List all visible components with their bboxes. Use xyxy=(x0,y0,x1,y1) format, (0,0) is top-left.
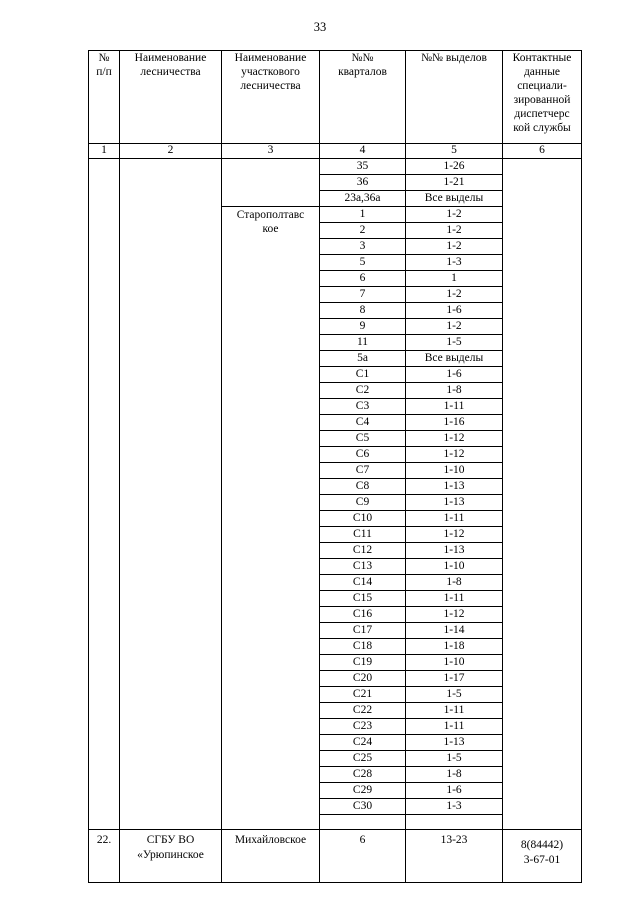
vydel-cell: 1-13 xyxy=(406,479,503,495)
kvartal-cell: 11 xyxy=(320,335,406,351)
header-uchastok: Наименование участкового лесничества xyxy=(222,51,320,144)
kvartal-cell: С16 xyxy=(320,607,406,623)
vydel-cell: 1-8 xyxy=(406,767,503,783)
contact-cell: 8(84442) 3-67-01 xyxy=(503,830,582,883)
kvartal-cell: С8 xyxy=(320,479,406,495)
kvartal-cell: С17 xyxy=(320,623,406,639)
kvartal-cell: С13 xyxy=(320,559,406,575)
header-vydel: №№ выделов xyxy=(406,51,503,144)
contact-cell-empty xyxy=(503,159,582,830)
vydel-cell: Все выделы xyxy=(406,351,503,367)
vydel-cell: Все выделы xyxy=(406,191,503,207)
vydel-cell: 1-14 xyxy=(406,623,503,639)
header-kvartal: №№ кварталов xyxy=(320,51,406,144)
kvartal-cell: С23 xyxy=(320,719,406,735)
kvartal-cell: С7 xyxy=(320,463,406,479)
kvartal-cell: С28 xyxy=(320,767,406,783)
vydel-cell: 1-21 xyxy=(406,175,503,191)
vydel-cell: 1-10 xyxy=(406,463,503,479)
empty-cell xyxy=(406,815,503,830)
kvartal-cell: 9 xyxy=(320,319,406,335)
kvartal-cell: 6 xyxy=(320,830,406,883)
kvartal-cell: С1 xyxy=(320,367,406,383)
kvartal-cell: С9 xyxy=(320,495,406,511)
column-number: 5 xyxy=(406,144,503,159)
forest-quarters-table xyxy=(88,50,582,883)
kvartal-cell: С15 xyxy=(320,591,406,607)
kvartal-cell: С2 xyxy=(320,383,406,399)
table-row xyxy=(89,159,582,175)
leschestvo-cell-empty xyxy=(120,159,222,830)
kvartal-cell: С19 xyxy=(320,655,406,671)
kvartal-cell: С10 xyxy=(320,511,406,527)
vydel-cell: 1-12 xyxy=(406,447,503,463)
uchastok-cell-empty xyxy=(222,159,320,207)
vydel-cell: 1-12 xyxy=(406,431,503,447)
vydel-cell: 1-5 xyxy=(406,335,503,351)
kvartal-cell: 36 xyxy=(320,175,406,191)
uchastok-cell-starpoltavskoe: Старополтавс кое xyxy=(222,207,320,830)
vydel-cell: 1-12 xyxy=(406,527,503,543)
kvartal-cell: С25 xyxy=(320,751,406,767)
vydel-cell: 1-2 xyxy=(406,207,503,223)
vydel-cell: 1-6 xyxy=(406,303,503,319)
kvartal-cell: С20 xyxy=(320,671,406,687)
kvartal-cell: С22 xyxy=(320,703,406,719)
header-row xyxy=(89,51,582,144)
column-number-row xyxy=(89,144,582,159)
vydel-cell: 1-8 xyxy=(406,383,503,399)
number-cell: 22. xyxy=(89,830,120,883)
column-number: 3 xyxy=(222,144,320,159)
vydel-cell: 1-26 xyxy=(406,159,503,175)
vydel-cell: 1-17 xyxy=(406,671,503,687)
table-row-entry-22 xyxy=(89,830,582,883)
empty-cell xyxy=(320,815,406,830)
vydel-cell: 1-13 xyxy=(406,735,503,751)
kvartal-cell: 2 xyxy=(320,223,406,239)
vydel-cell: 1-6 xyxy=(406,783,503,799)
kvartal-cell: С11 xyxy=(320,527,406,543)
kvartal-cell: 5а xyxy=(320,351,406,367)
vydel-cell: 1-10 xyxy=(406,559,503,575)
vydel-cell: 1-3 xyxy=(406,255,503,271)
vydel-cell: 1-2 xyxy=(406,223,503,239)
kvartal-cell: С6 xyxy=(320,447,406,463)
vydel-cell: 1-5 xyxy=(406,687,503,703)
vydel-cell: 1-10 xyxy=(406,655,503,671)
vydel-cell: 1-5 xyxy=(406,751,503,767)
vydel-cell: 1-11 xyxy=(406,719,503,735)
column-number: 1 xyxy=(89,144,120,159)
vydel-cell: 1-11 xyxy=(406,399,503,415)
vydel-cell: 1-11 xyxy=(406,591,503,607)
kvartal-cell: С30 xyxy=(320,799,406,815)
kvartal-cell: С12 xyxy=(320,543,406,559)
page-number: 33 xyxy=(313,20,327,34)
column-number: 6 xyxy=(503,144,582,159)
kvartal-cell: 7 xyxy=(320,287,406,303)
vydel-cell: 1 xyxy=(406,271,503,287)
vydel-cell: 1-2 xyxy=(406,319,503,335)
vydel-cell: 1-12 xyxy=(406,607,503,623)
vydel-cell: 1-13 xyxy=(406,495,503,511)
vydel-cell: 1-18 xyxy=(406,639,503,655)
number-cell-empty xyxy=(89,159,120,830)
vydel-cell: 1-11 xyxy=(406,511,503,527)
header-contact: Контактные данные специали- зированной диспетчерс кой службы xyxy=(503,51,582,144)
kvartal-cell: С3 xyxy=(320,399,406,415)
kvartal-cell: С29 xyxy=(320,783,406,799)
kvartal-cell: 23а,36а xyxy=(320,191,406,207)
kvartal-cell: С24 xyxy=(320,735,406,751)
vydel-cell: 13-23 xyxy=(406,830,503,883)
vydel-cell: 1-6 xyxy=(406,367,503,383)
column-number: 4 xyxy=(320,144,406,159)
kvartal-cell: 5 xyxy=(320,255,406,271)
kvartal-cell: 6 xyxy=(320,271,406,287)
kvartal-cell: 3 xyxy=(320,239,406,255)
vydel-cell: 1-11 xyxy=(406,703,503,719)
vydel-cell: 1-2 xyxy=(406,287,503,303)
uchastok-cell: Михайловское xyxy=(222,830,320,883)
kvartal-cell: С14 xyxy=(320,575,406,591)
leschestvo-cell: СГБУ ВО «Урюпинское xyxy=(120,830,222,883)
header-number: № п/п xyxy=(89,51,120,144)
vydel-cell: 1-13 xyxy=(406,543,503,559)
column-number: 2 xyxy=(120,144,222,159)
kvartal-cell: 1 xyxy=(320,207,406,223)
kvartal-cell: 8 xyxy=(320,303,406,319)
kvartal-cell: 35 xyxy=(320,159,406,175)
vydel-cell: 1-8 xyxy=(406,575,503,591)
kvartal-cell: С21 xyxy=(320,687,406,703)
kvartal-cell: С18 xyxy=(320,639,406,655)
kvartal-cell: С5 xyxy=(320,431,406,447)
vydel-cell: 1-16 xyxy=(406,415,503,431)
header-leschestvo: Наименование лесничества xyxy=(120,51,222,144)
vydel-cell: 1-2 xyxy=(406,239,503,255)
vydel-cell: 1-3 xyxy=(406,799,503,815)
kvartal-cell: С4 xyxy=(320,415,406,431)
